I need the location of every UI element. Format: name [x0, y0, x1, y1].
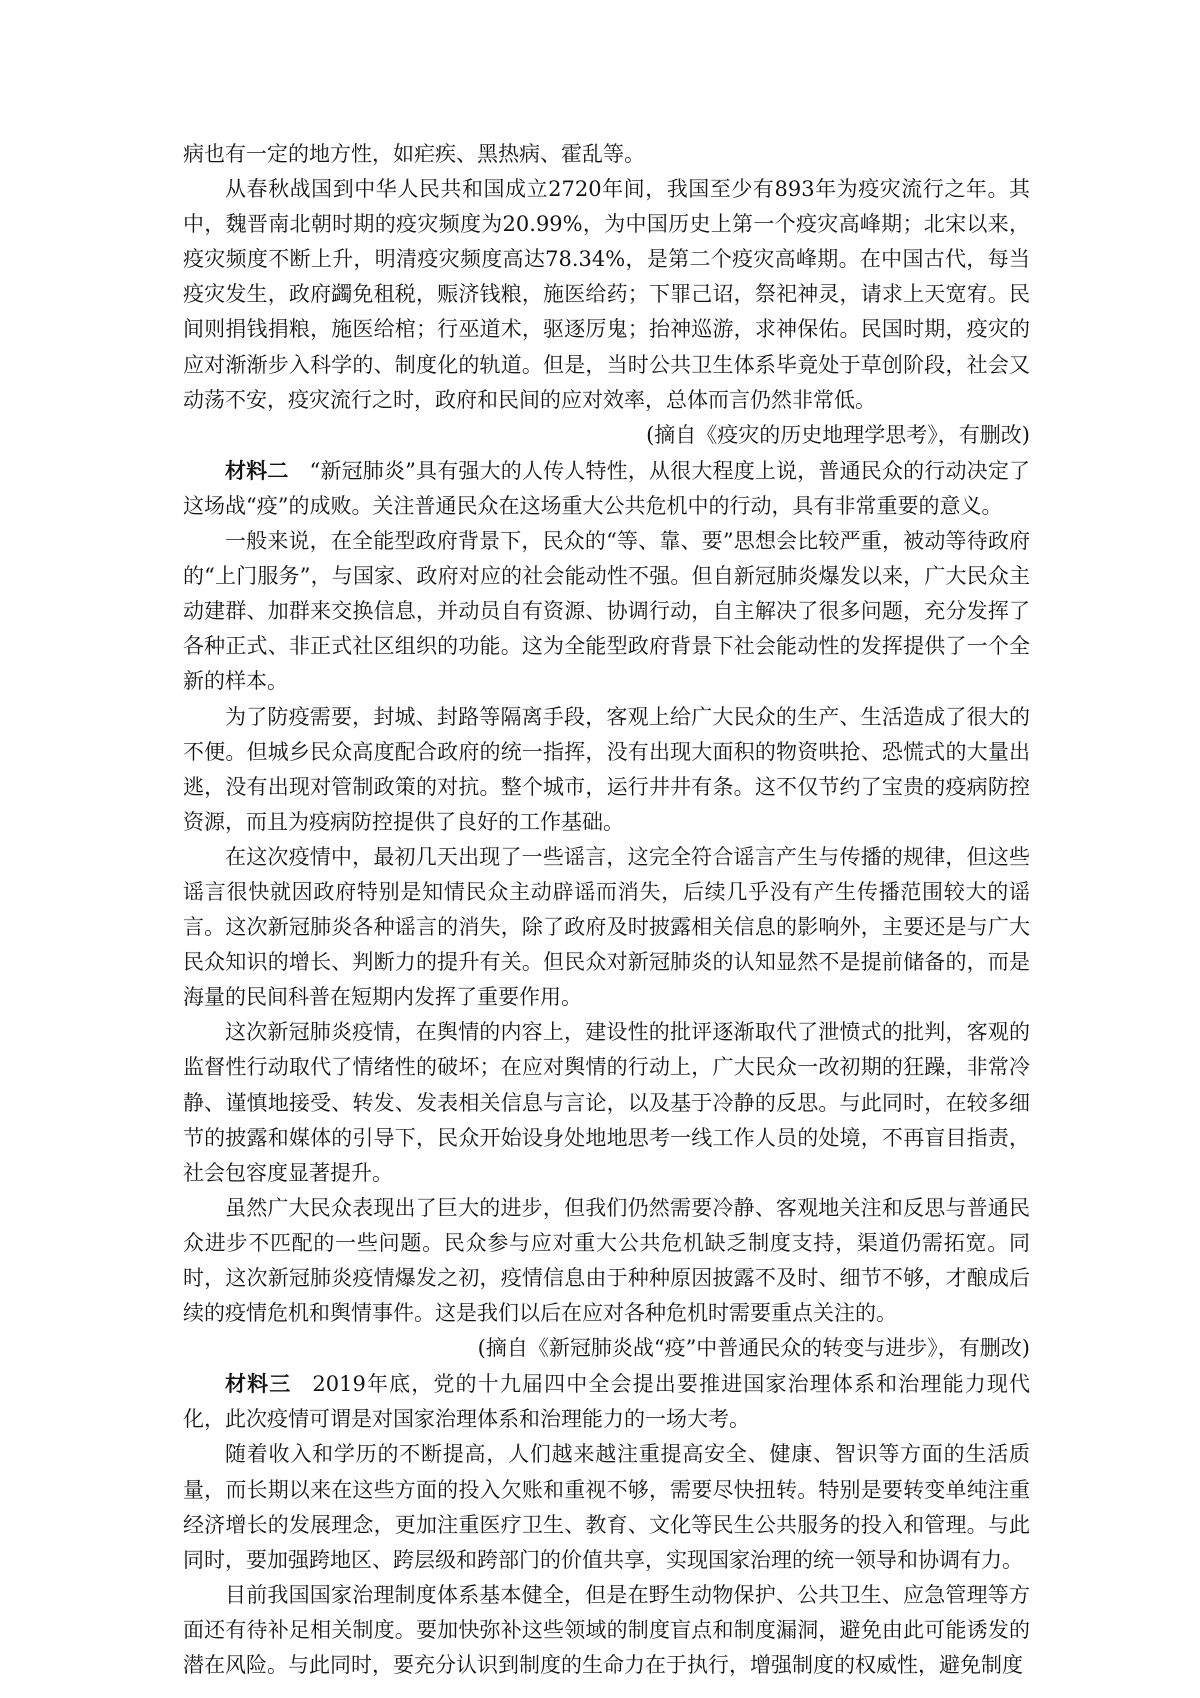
material-1-paragraph-1: 从春秋战国到中华人民共和国成立2720年间，我国至少有893年为疫灾流行之年。其中，魏晋南北朝时期的疫灾频度为20.99%，为中国历史上第一个疫灾高峰期；北宋以来，疫灾频度不断上升，明清疫灾频度高达78.34%，是第二个疫灾高峰期。在中国古代，每当疫灾发生，政府蠲免租税，赈济钱粮，施医给药；下罪己诏，祭祀神灵，请求上天宽宥。民间则捐钱捐粮，施医给棺；行巫道术，驱逐厉鬼；抬神巡游，求神保佑。民国时期，疫灾的应对渐渐步入科学的、制度化的轨道。但是，当时公共卫生体系毕竟处于草创阶段，社会又动荡不安，疫灾流行之时，政府和民间的应对效率，总体而言仍然非常低。	[183, 177, 1030, 412]
material-2-paragraph-2: 一般来说，在全能型政府背景下，民众的“等、靠、要”思想会比较严重，被动等待政府的“上门服务”，与国家、政府对应的社会能动性不强。但自新冠肺炎爆发以来，广大民众主动建群、加群来交换信息，并动员自有资源、协调行动，自主解决了很多问题，充分发挥了各种正式、非正式社区组织的功能。这为全能型政府背景下社会能动性的发挥提供了一个全新的样本。	[183, 529, 1030, 694]
material-2-paragraph-4: 在这次疫情中，最初几天出现了一些谣言，这完全符合谣言产生与传播的规律，但这些谣言很快就因政府特别是知情民众主动辟谣而消失，后续几乎没有产生传播范围较大的谣言。这次新冠肺炎各种谣言的消失，除了政府及时披露相关信息的影响外，主要还是与广大民众知识的增长、判断力的提升有关。但民众对新冠肺炎的认知显然不是提前储备的，而是海量的民间科普在短期内发挥了重要作用。	[183, 844, 1030, 1010]
material-3-paragraph-3: 目前我国国家治理制度体系基本健全，但是在野生动物保护、公共卫生、应急管理等方面还有待补足相关制度。要加快弥补这些领域的制度盲点和制度漏洞，避免由此可能诱发的潜在风险。与此同时，要充分认识到制度的生命力在于执行，增强制度的权威性，避免制度	[183, 1582, 1030, 1678]
material-2-paragraph-1-text: “新冠肺炎”具有强大的人传人特性，从很大程度上说，普通民众的行动决定了这场战“疫”的成败。关注普通民众在这场重大公共危机中的行动，具有非常重要的意义。	[183, 458, 1031, 518]
material-2-source: (摘自《新冠肺炎战“疫”中普通民众的转变与进步》，有删改)	[477, 1336, 1030, 1361]
material-2-paragraph-5: 这次新冠肺炎疫情，在舆情的内容上，建设性的批评逐渐取代了泄愤式的批判，客观的监督性行动取代了情绪性的破坏；在应对舆情的行动上，广大民众一改初期的狂躁，非常冷静、谨慎地接受、转发、发表相关信息与言论，以及基于冷静的反思。与此同时，在较多细节的披露和媒体的引导下，民众开始设身处地地思考一线工作人员的处境，不再盲目指责，社会包容度显著提升。	[183, 1020, 1030, 1185]
material-3-paragraph-2: 随着收入和学历的不断提高，人们越来越注重提高安全、健康、智识等方面的生活质量，而长期以来在这些方面的投入欠账和重视不够，需要尽快扭转。特别是要转变单纯注重经济增长的发展理念，更加注重医疗卫生、教育、文化等民生公共服务的投入和管理。与此同时，要加强跨地区、跨层级和跨部门的价值共享，实现国家治理的统一领导和协调有力。	[183, 1442, 1030, 1572]
material-2-paragraph-1	[183, 453, 1030, 524]
material-2-label: 材料二	[225, 457, 289, 483]
material-3-paragraph-1-text: 2019年底，党的十九届四中全会提出要推进国家治理体系和治理能力现代化，此次疫情可谓是对国家治理体系和治理能力的一场大考。	[183, 1372, 1030, 1432]
material-1-paragraph-0: 病也有一定的地方性，如疟疾、黑热病、霍乱等。	[183, 142, 645, 166]
material-1-source: (摘自《疫灾的历史地理学思考》，有删改)	[646, 422, 1030, 447]
material-2-paragraph-6: 虽然广大民众表现出了巨大的进步，但我们仍然需要冷静、客观地关注和反思与普通民众进步不匹配的一些问题。民众参与应对重大公共危机缺乏制度支持，渠道仍需拓宽。同时，这次新冠肺炎疫情爆发之初，疫情信息由于种种原因披露不及时、细节不够，才酿成后续的疫情危机和舆情事件。这是我们以后在应对各种危机时需要重点关注的。	[183, 1195, 1030, 1326]
material-3-label: 材料三	[225, 1371, 292, 1397]
material-3-paragraph-1	[183, 1366, 1030, 1437]
material-2-paragraph-3: 为了防疫需要，封城、封路等隔离手段，客观上给广大民众的生产、生活造成了很大的不便。但城乡民众高度配合政府的统一指挥，没有出现大面积的物资哄抢、恐慌式的大量出逃，没有出现对管制政策的对抗。整个城市，运行井井有条。这不仅节约了宝贵的疫病防控资源，而且为疫病防控提供了良好的工作基础。	[183, 704, 1030, 834]
